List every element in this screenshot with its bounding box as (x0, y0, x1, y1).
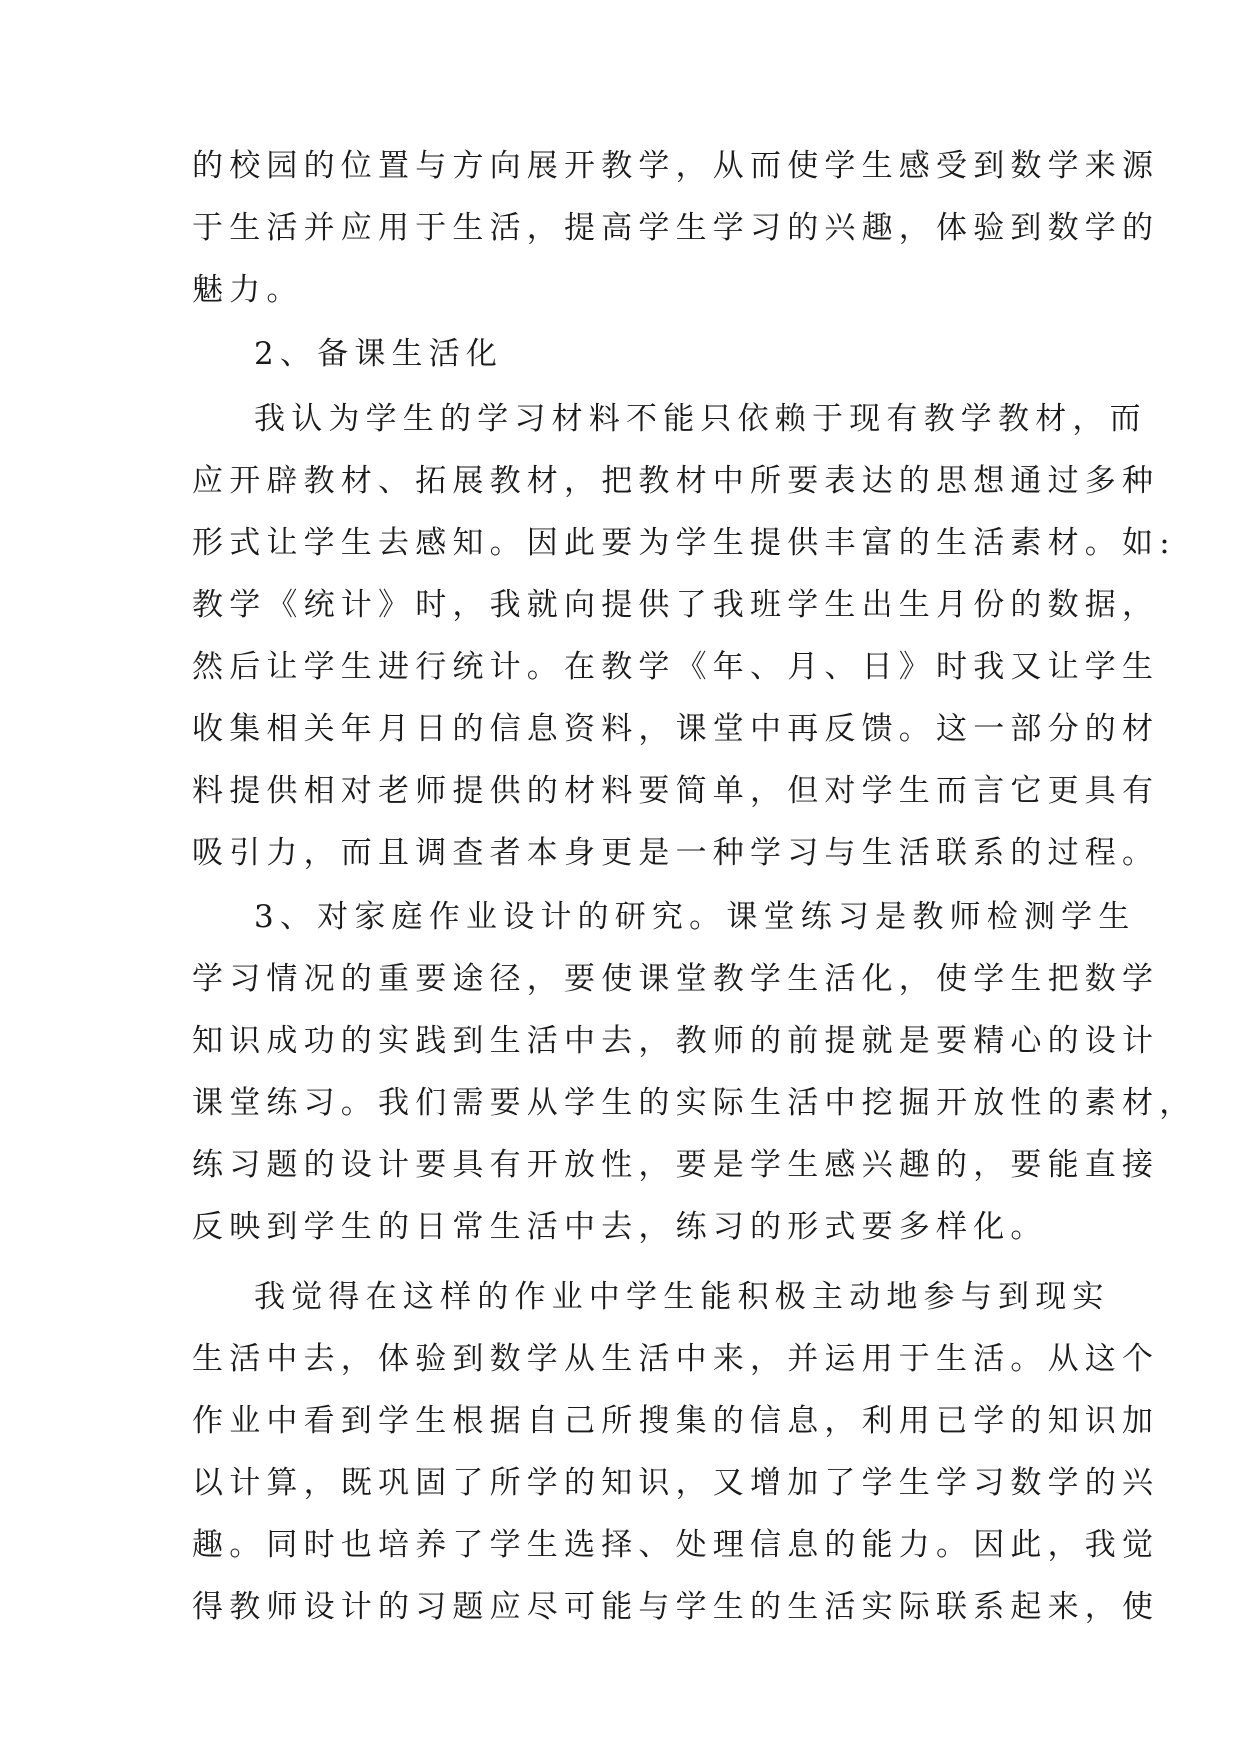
text-line: 应开辟教材、拓展教材，把教材中所要表达的思想通过多种 (192, 463, 1160, 499)
text-line: 学习情况的重要途径，要使课堂教学生活化，使学生把数学 (192, 961, 1160, 997)
text-line: 练习题的设计要具有开放性，要是学生感兴趣的，要能直接 (192, 1147, 1160, 1183)
text-line: 生活中去，体验到数学从生活中来，并运用于生活。从这个 (192, 1341, 1160, 1377)
text-line: 反映到学生的日常生活中去，练习的形式要多样化。 (192, 1209, 1048, 1245)
text-line: 吸引力，而且调查者本身更是一种学习与生活联系的过程。 (192, 835, 1160, 871)
text-line: 形式让学生去感知。因此要为学生提供丰富的生活素材。如: (192, 525, 1176, 561)
text-line: 料提供相对老师提供的材料要简单，但对学生而言它更具有 (192, 773, 1160, 809)
text-line: 得教师设计的习题应尽可能与学生的生活实际联系起来，使 (192, 1589, 1160, 1625)
text-line: 3、对家庭作业设计的研究。课堂练习是教师检测学生 (254, 899, 1136, 935)
text-line: 我觉得在这样的作业中学生能积极主动地参与到现实 (254, 1279, 1110, 1315)
text-line: 知识成功的实践到生活中去，教师的前提就是要精心的设计 (192, 1023, 1160, 1059)
text-line: 教学《统计》时，我就向提供了我班学生出生月份的数据， (192, 587, 1160, 623)
text-line: 以计算，既巩固了所学的知识，又增加了学生学习数学的兴 (192, 1465, 1160, 1501)
text-line: 收集相关年月日的信息资料，课堂中再反馈。这一部分的材 (192, 711, 1160, 747)
text-line: 的校园的位置与方向展开教学，从而使学生感受到数学来源 (192, 148, 1160, 184)
text-line: 我认为学生的学习材料不能只依赖于现有教学教材，而 (254, 401, 1147, 437)
text-line: 课堂练习。我们需要从学生的实际生活中挖掘开放性的素材， (192, 1085, 1197, 1121)
section-heading: 2、备课生活化 (254, 336, 504, 372)
text-line: 魅力。 (192, 272, 304, 308)
text-line: 然后让学生进行统计。在教学《年、月、日》时我又让学生 (192, 649, 1160, 685)
text-line: 于生活并应用于生活，提高学生学习的兴趣，体验到数学的 (192, 210, 1160, 246)
text-line: 趣。同时也培养了学生选择、处理信息的能力。因此，我觉 (192, 1527, 1160, 1563)
text-line: 作业中看到学生根据自己所搜集的信息，利用已学的知识加 (192, 1403, 1160, 1439)
